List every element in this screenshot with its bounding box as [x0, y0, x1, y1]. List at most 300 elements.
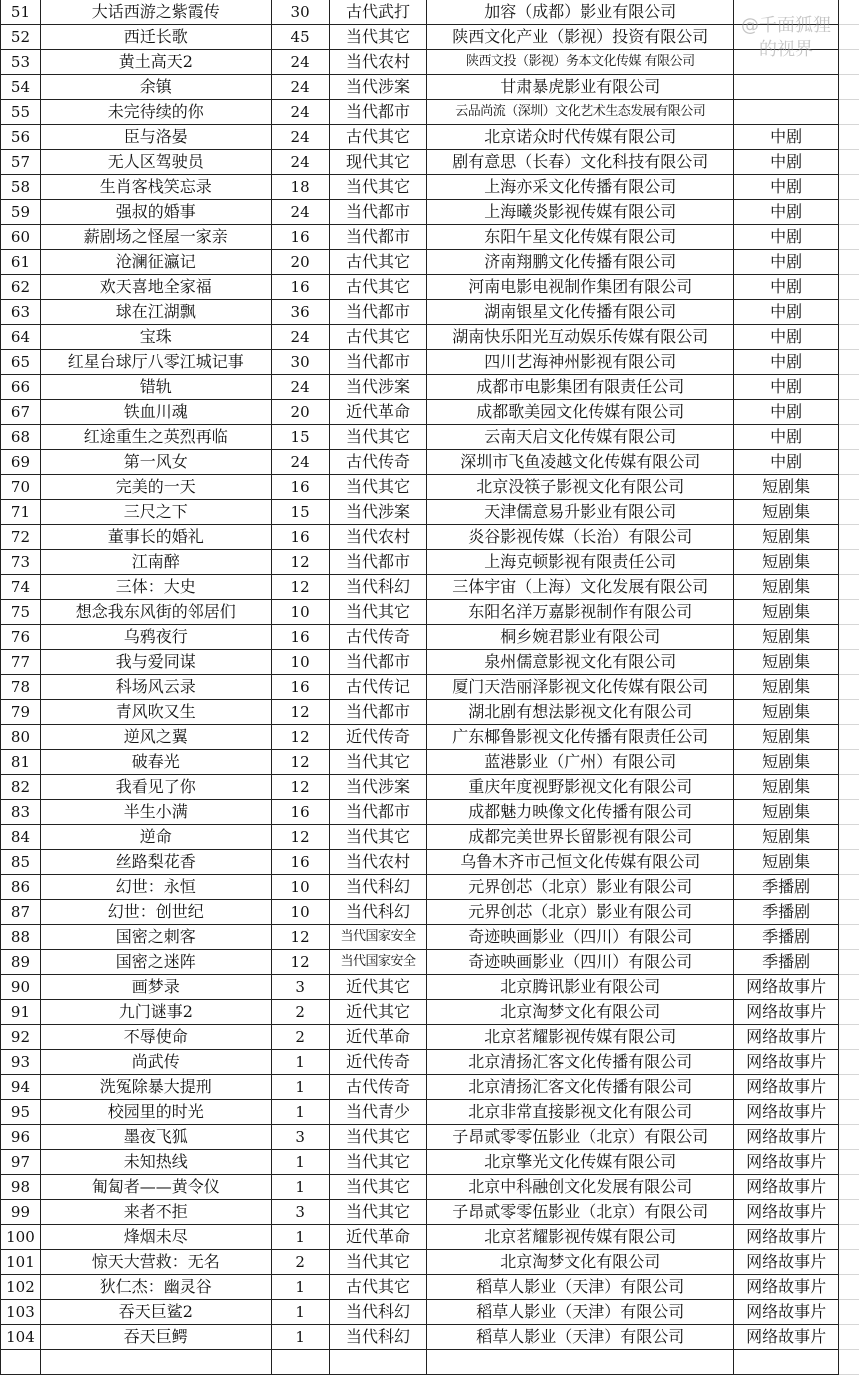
type-cell[interactable]: 网络故事片 — [734, 1175, 839, 1200]
genre-cell[interactable]: 古代其它 — [329, 125, 427, 150]
company-cell[interactable]: 剧有意思（长春）文化科技有限公司 — [427, 150, 734, 175]
type-cell[interactable]: 网络故事片 — [734, 1200, 839, 1225]
episodes-cell[interactable]: 10 — [271, 600, 329, 625]
genre-cell[interactable]: 古代传记 — [329, 675, 427, 700]
title-cell[interactable]: 想念我东风街的邻居们 — [40, 600, 271, 625]
empty-cell[interactable] — [839, 400, 859, 425]
type-cell[interactable]: 季播剧 — [734, 925, 839, 950]
genre-cell[interactable]: 当代其它 — [329, 1250, 427, 1275]
row-number[interactable]: 55 — [1, 100, 41, 125]
type-cell[interactable]: 网络故事片 — [734, 975, 839, 1000]
episodes-cell[interactable]: 2 — [271, 1025, 329, 1050]
company-cell[interactable]: 陕西文投（影视）务本文化传媒 有限公司 — [427, 50, 734, 75]
empty-cell[interactable] — [839, 1125, 859, 1150]
genre-cell[interactable]: 近代传奇 — [329, 725, 427, 750]
company-cell[interactable]: 成都完美世界长留影视有限公司 — [427, 825, 734, 850]
genre-cell[interactable]: 当代其它 — [329, 1125, 427, 1150]
empty-cell[interactable] — [839, 750, 859, 775]
type-cell[interactable]: 网络故事片 — [734, 1325, 839, 1350]
title-cell[interactable]: 宝珠 — [40, 325, 271, 350]
episodes-cell[interactable]: 12 — [271, 725, 329, 750]
genre-cell[interactable]: 当代科幻 — [329, 1300, 427, 1325]
company-cell[interactable]: 广东椰鲁影视文化传播有限责任公司 — [427, 725, 734, 750]
genre-cell[interactable]: 当代其它 — [329, 475, 427, 500]
genre-cell[interactable]: 古代传奇 — [329, 1075, 427, 1100]
row-number[interactable]: 83 — [1, 800, 41, 825]
genre-cell[interactable]: 当代涉案 — [329, 375, 427, 400]
type-cell[interactable]: 网络故事片 — [734, 1025, 839, 1050]
genre-cell[interactable]: 当代其它 — [329, 25, 427, 50]
episodes-cell[interactable]: 24 — [271, 150, 329, 175]
genre-cell[interactable]: 当代科幻 — [329, 575, 427, 600]
episodes-cell[interactable]: 16 — [271, 800, 329, 825]
genre-cell[interactable]: 当代都市 — [329, 800, 427, 825]
episodes-cell[interactable]: 45 — [271, 25, 329, 50]
type-cell[interactable]: 短剧集 — [734, 600, 839, 625]
episodes-cell[interactable]: 20 — [271, 400, 329, 425]
title-cell[interactable]: 青风吹又生 — [40, 700, 271, 725]
empty-cell[interactable] — [839, 875, 859, 900]
title-cell[interactable]: 校园里的时光 — [40, 1100, 271, 1125]
company-cell[interactable]: 北京清扬汇客文化传播有限公司 — [427, 1050, 734, 1075]
genre-cell[interactable]: 古代其它 — [329, 325, 427, 350]
title-cell[interactable]: 红星台球厅八零江城记事 — [40, 350, 271, 375]
empty-cell[interactable] — [839, 425, 859, 450]
episodes-cell[interactable]: 12 — [271, 700, 329, 725]
genre-cell[interactable]: 当代涉案 — [329, 500, 427, 525]
company-cell[interactable]: 河南电影电视制作集团有限公司 — [427, 275, 734, 300]
empty-cell[interactable] — [839, 650, 859, 675]
genre-cell[interactable]: 当代其它 — [329, 825, 427, 850]
empty-cell[interactable] — [839, 100, 859, 125]
row-number[interactable]: 68 — [1, 425, 41, 450]
episodes-cell[interactable]: 3 — [271, 1200, 329, 1225]
title-cell[interactable]: 惊天大营救：无名 — [40, 1250, 271, 1275]
title-cell[interactable]: 黄土高天2 — [40, 50, 271, 75]
company-cell[interactable]: 北京擎光文化传媒有限公司 — [427, 1150, 734, 1175]
title-cell[interactable]: 未知热线 — [40, 1150, 271, 1175]
episodes-cell[interactable]: 15 — [271, 425, 329, 450]
title-cell[interactable]: 丝路梨花香 — [40, 850, 271, 875]
genre-cell[interactable]: 当代其它 — [329, 425, 427, 450]
episodes-cell[interactable]: 24 — [271, 325, 329, 350]
empty-cell[interactable] — [839, 200, 859, 225]
row-number[interactable]: 84 — [1, 825, 41, 850]
episodes-cell[interactable]: 24 — [271, 375, 329, 400]
type-cell[interactable]: 短剧集 — [734, 850, 839, 875]
company-cell[interactable]: 乌鲁木齐市己恒文化传媒有限公司 — [427, 850, 734, 875]
row-number[interactable]: 80 — [1, 725, 41, 750]
company-cell[interactable]: 湖南快乐阳光互动娱乐传媒有限公司 — [427, 325, 734, 350]
title-cell[interactable]: 铁血川魂 — [40, 400, 271, 425]
type-cell[interactable]: 中剧 — [734, 450, 839, 475]
row-number[interactable]: 69 — [1, 450, 41, 475]
title-cell[interactable]: 国密之迷阵 — [40, 950, 271, 975]
title-cell[interactable]: 不辱使命 — [40, 1025, 271, 1050]
type-cell[interactable]: 网络故事片 — [734, 1225, 839, 1250]
genre-cell[interactable]: 当代其它 — [329, 1200, 427, 1225]
row-number[interactable]: 62 — [1, 275, 41, 300]
empty-cell[interactable] — [1, 1350, 41, 1375]
genre-cell[interactable]: 当代都市 — [329, 550, 427, 575]
genre-cell[interactable]: 当代其它 — [329, 175, 427, 200]
row-number[interactable]: 71 — [1, 500, 41, 525]
title-cell[interactable]: 大话西游之紫霞传 — [40, 0, 271, 25]
type-cell[interactable]: 网络故事片 — [734, 1050, 839, 1075]
company-cell[interactable]: 子昂贰零零伍影业（北京）有限公司 — [427, 1125, 734, 1150]
row-number[interactable]: 63 — [1, 300, 41, 325]
episodes-cell[interactable]: 16 — [271, 525, 329, 550]
title-cell[interactable]: 画梦录 — [40, 975, 271, 1000]
episodes-cell[interactable]: 12 — [271, 775, 329, 800]
genre-cell[interactable]: 当代其它 — [329, 1150, 427, 1175]
empty-cell[interactable] — [839, 925, 859, 950]
empty-cell[interactable] — [839, 600, 859, 625]
title-cell[interactable]: 无人区驾驶员 — [40, 150, 271, 175]
episodes-cell[interactable]: 2 — [271, 1000, 329, 1025]
empty-cell[interactable] — [839, 375, 859, 400]
company-cell[interactable]: 上海克顿影视有限责任公司 — [427, 550, 734, 575]
type-cell[interactable]: 中剧 — [734, 375, 839, 400]
empty-cell[interactable] — [839, 1000, 859, 1025]
type-cell[interactable]: 短剧集 — [734, 750, 839, 775]
type-cell[interactable]: 中剧 — [734, 350, 839, 375]
company-cell[interactable]: 东阳名洋万嘉影视制作有限公司 — [427, 600, 734, 625]
episodes-cell[interactable]: 24 — [271, 100, 329, 125]
episodes-cell[interactable]: 36 — [271, 300, 329, 325]
empty-cell[interactable] — [839, 50, 859, 75]
episodes-cell[interactable]: 12 — [271, 550, 329, 575]
episodes-cell[interactable]: 16 — [271, 850, 329, 875]
genre-cell[interactable]: 当代青少 — [329, 1100, 427, 1125]
title-cell[interactable]: 三体：大史 — [40, 575, 271, 600]
company-cell[interactable]: 加容（成都）影业有限公司 — [427, 0, 734, 25]
company-cell[interactable]: 北京淘梦文化有限公司 — [427, 1250, 734, 1275]
type-cell[interactable]: 网络故事片 — [734, 1075, 839, 1100]
type-cell[interactable]: 季播剧 — [734, 900, 839, 925]
row-number[interactable]: 98 — [1, 1175, 41, 1200]
type-cell[interactable]: 中剧 — [734, 125, 839, 150]
type-cell[interactable]: 中剧 — [734, 300, 839, 325]
company-cell[interactable]: 炎谷影视传媒（长治）有限公司 — [427, 525, 734, 550]
empty-cell[interactable] — [839, 1225, 859, 1250]
episodes-cell[interactable]: 16 — [271, 675, 329, 700]
company-cell[interactable]: 三体宇宙（上海）文化发展有限公司 — [427, 575, 734, 600]
empty-cell[interactable] — [839, 1150, 859, 1175]
company-cell[interactable]: 奇迹映画影业（四川）有限公司 — [427, 950, 734, 975]
episodes-cell[interactable]: 12 — [271, 575, 329, 600]
row-number[interactable]: 102 — [1, 1275, 41, 1300]
company-cell[interactable]: 元界创芯（北京）影业有限公司 — [427, 900, 734, 925]
episodes-cell[interactable]: 16 — [271, 225, 329, 250]
empty-cell[interactable] — [839, 775, 859, 800]
type-cell[interactable]: 短剧集 — [734, 775, 839, 800]
empty-cell[interactable] — [839, 1200, 859, 1225]
episodes-cell[interactable]: 16 — [271, 275, 329, 300]
type-cell[interactable]: 短剧集 — [734, 800, 839, 825]
row-number[interactable]: 57 — [1, 150, 41, 175]
empty-cell[interactable] — [839, 550, 859, 575]
row-number[interactable]: 65 — [1, 350, 41, 375]
episodes-cell[interactable]: 18 — [271, 175, 329, 200]
company-cell[interactable]: 泉州儒意影视文化有限公司 — [427, 650, 734, 675]
episodes-cell[interactable]: 30 — [271, 350, 329, 375]
company-cell[interactable]: 陕西文化产业（影视）投资有限公司 — [427, 25, 734, 50]
empty-cell[interactable] — [839, 75, 859, 100]
episodes-cell[interactable]: 16 — [271, 475, 329, 500]
title-cell[interactable]: 薪剧场之怪屋一家亲 — [40, 225, 271, 250]
empty-cell[interactable] — [839, 575, 859, 600]
company-cell[interactable]: 成都歌美园文化传媒有限公司 — [427, 400, 734, 425]
genre-cell[interactable]: 古代其它 — [329, 250, 427, 275]
title-cell[interactable]: 欢天喜地全家福 — [40, 275, 271, 300]
type-cell[interactable]: 网络故事片 — [734, 1000, 839, 1025]
title-cell[interactable]: 红途重生之英烈再临 — [40, 425, 271, 450]
company-cell[interactable]: 稻草人影业（天津）有限公司 — [427, 1275, 734, 1300]
company-cell[interactable]: 厦门天浩丽泽影视文化传媒有限公司 — [427, 675, 734, 700]
type-cell[interactable] — [734, 50, 839, 75]
genre-cell[interactable]: 当代涉案 — [329, 75, 427, 100]
company-cell[interactable]: 济南翔鹏文化传播有限公司 — [427, 250, 734, 275]
type-cell[interactable]: 短剧集 — [734, 725, 839, 750]
title-cell[interactable]: 吞天巨鳄 — [40, 1325, 271, 1350]
genre-cell[interactable]: 当代农村 — [329, 850, 427, 875]
type-cell[interactable]: 短剧集 — [734, 525, 839, 550]
empty-cell[interactable] — [839, 325, 859, 350]
title-cell[interactable]: 江南醉 — [40, 550, 271, 575]
title-cell[interactable]: 逆风之翼 — [40, 725, 271, 750]
type-cell[interactable]: 短剧集 — [734, 550, 839, 575]
type-cell[interactable]: 季播剧 — [734, 875, 839, 900]
genre-cell[interactable]: 近代革命 — [329, 1025, 427, 1050]
title-cell[interactable]: 球在江湖飘 — [40, 300, 271, 325]
type-cell[interactable] — [734, 25, 839, 50]
episodes-cell[interactable]: 30 — [271, 0, 329, 25]
company-cell[interactable]: 子昂贰零零伍影业（北京）有限公司 — [427, 1200, 734, 1225]
episodes-cell[interactable]: 2 — [271, 1250, 329, 1275]
empty-cell[interactable] — [839, 625, 859, 650]
title-cell[interactable]: 墨夜飞狐 — [40, 1125, 271, 1150]
type-cell[interactable]: 短剧集 — [734, 625, 839, 650]
episodes-cell[interactable]: 10 — [271, 650, 329, 675]
row-number[interactable]: 88 — [1, 925, 41, 950]
row-number[interactable]: 89 — [1, 950, 41, 975]
type-cell[interactable]: 中剧 — [734, 325, 839, 350]
genre-cell[interactable]: 当代都市 — [329, 350, 427, 375]
empty-cell[interactable] — [839, 975, 859, 1000]
genre-cell[interactable]: 古代传奇 — [329, 625, 427, 650]
row-number[interactable]: 78 — [1, 675, 41, 700]
empty-cell[interactable] — [40, 1350, 271, 1375]
row-number[interactable]: 75 — [1, 600, 41, 625]
genre-cell[interactable]: 近代革命 — [329, 1225, 427, 1250]
row-number[interactable]: 101 — [1, 1250, 41, 1275]
title-cell[interactable]: 我与爱同谋 — [40, 650, 271, 675]
type-cell[interactable] — [734, 0, 839, 25]
episodes-cell[interactable]: 1 — [271, 1325, 329, 1350]
empty-cell[interactable] — [734, 1350, 839, 1375]
genre-cell[interactable]: 当代科幻 — [329, 900, 427, 925]
company-cell[interactable]: 稻草人影业（天津）有限公司 — [427, 1300, 734, 1325]
empty-cell[interactable] — [839, 800, 859, 825]
episodes-cell[interactable]: 15 — [271, 500, 329, 525]
row-number[interactable]: 87 — [1, 900, 41, 925]
empty-cell[interactable] — [329, 1350, 427, 1375]
empty-cell[interactable] — [839, 450, 859, 475]
title-cell[interactable]: 烽烟未尽 — [40, 1225, 271, 1250]
empty-cell[interactable] — [839, 475, 859, 500]
type-cell[interactable]: 短剧集 — [734, 500, 839, 525]
episodes-cell[interactable]: 1 — [271, 1050, 329, 1075]
company-cell[interactable]: 天津儒意易升影业有限公司 — [427, 500, 734, 525]
empty-cell[interactable] — [839, 300, 859, 325]
type-cell[interactable]: 网络故事片 — [734, 1100, 839, 1125]
genre-cell[interactable]: 古代其它 — [329, 275, 427, 300]
genre-cell[interactable]: 近代传奇 — [329, 1050, 427, 1075]
empty-cell[interactable] — [839, 525, 859, 550]
row-number[interactable]: 64 — [1, 325, 41, 350]
title-cell[interactable]: 匍匐者——黄令仪 — [40, 1175, 271, 1200]
title-cell[interactable]: 生肖客栈笑忘录 — [40, 175, 271, 200]
row-number[interactable]: 92 — [1, 1025, 41, 1050]
empty-cell[interactable] — [839, 25, 859, 50]
title-cell[interactable]: 未完待续的你 — [40, 100, 271, 125]
company-cell[interactable]: 稻草人影业（天津）有限公司 — [427, 1325, 734, 1350]
episodes-cell[interactable]: 1 — [271, 1225, 329, 1250]
company-cell[interactable]: 北京腾讯影业有限公司 — [427, 975, 734, 1000]
genre-cell[interactable]: 当代国家安全 — [329, 925, 427, 950]
company-cell[interactable]: 成都魅力映像文化传播有限公司 — [427, 800, 734, 825]
type-cell[interactable]: 中剧 — [734, 425, 839, 450]
row-number[interactable]: 91 — [1, 1000, 41, 1025]
empty-cell[interactable] — [839, 850, 859, 875]
title-cell[interactable]: 完美的一天 — [40, 475, 271, 500]
episodes-cell[interactable]: 20 — [271, 250, 329, 275]
company-cell[interactable]: 北京非常直接影视文化有限公司 — [427, 1100, 734, 1125]
genre-cell[interactable]: 古代武打 — [329, 0, 427, 25]
row-number[interactable]: 52 — [1, 25, 41, 50]
genre-cell[interactable]: 当代都市 — [329, 650, 427, 675]
empty-cell[interactable] — [839, 1175, 859, 1200]
genre-cell[interactable]: 当代都市 — [329, 225, 427, 250]
title-cell[interactable]: 尚武传 — [40, 1050, 271, 1075]
episodes-cell[interactable]: 1 — [271, 1100, 329, 1125]
episodes-cell[interactable]: 1 — [271, 1075, 329, 1100]
empty-cell[interactable] — [839, 1100, 859, 1125]
episodes-cell[interactable]: 24 — [271, 75, 329, 100]
genre-cell[interactable]: 当代科幻 — [329, 875, 427, 900]
empty-cell[interactable] — [839, 1075, 859, 1100]
company-cell[interactable]: 成都市电影集团有限责任公司 — [427, 375, 734, 400]
episodes-cell[interactable]: 24 — [271, 450, 329, 475]
company-cell[interactable]: 四川艺海神州影视有限公司 — [427, 350, 734, 375]
episodes-cell[interactable]: 24 — [271, 50, 329, 75]
empty-cell[interactable] — [839, 1350, 859, 1375]
type-cell[interactable]: 中剧 — [734, 275, 839, 300]
title-cell[interactable]: 九门谜事2 — [40, 1000, 271, 1025]
row-number[interactable]: 90 — [1, 975, 41, 1000]
row-number[interactable]: 93 — [1, 1050, 41, 1075]
empty-cell[interactable] — [839, 225, 859, 250]
episodes-cell[interactable]: 3 — [271, 1125, 329, 1150]
genre-cell[interactable]: 现代其它 — [329, 150, 427, 175]
title-cell[interactable]: 来者不拒 — [40, 1200, 271, 1225]
genre-cell[interactable]: 近代其它 — [329, 1000, 427, 1025]
empty-cell[interactable] — [839, 1300, 859, 1325]
episodes-cell[interactable]: 10 — [271, 875, 329, 900]
genre-cell[interactable]: 当代其它 — [329, 600, 427, 625]
type-cell[interactable]: 短剧集 — [734, 650, 839, 675]
genre-cell[interactable]: 当代其它 — [329, 1175, 427, 1200]
empty-cell[interactable] — [839, 825, 859, 850]
genre-cell[interactable]: 当代都市 — [329, 100, 427, 125]
episodes-cell[interactable]: 1 — [271, 1150, 329, 1175]
empty-cell[interactable] — [839, 0, 859, 25]
row-number[interactable]: 86 — [1, 875, 41, 900]
company-cell[interactable]: 北京茗耀影视传媒有限公司 — [427, 1225, 734, 1250]
genre-cell[interactable]: 当代科幻 — [329, 1325, 427, 1350]
genre-cell[interactable]: 当代农村 — [329, 525, 427, 550]
empty-cell[interactable] — [839, 350, 859, 375]
type-cell[interactable]: 短剧集 — [734, 700, 839, 725]
company-cell[interactable]: 北京淘梦文化有限公司 — [427, 1000, 734, 1025]
type-cell[interactable]: 网络故事片 — [734, 1150, 839, 1175]
row-number[interactable]: 61 — [1, 250, 41, 275]
company-cell[interactable]: 北京清扬汇客文化传播有限公司 — [427, 1075, 734, 1100]
title-cell[interactable]: 错轨 — [40, 375, 271, 400]
title-cell[interactable]: 西迁长歌 — [40, 25, 271, 50]
title-cell[interactable]: 破春光 — [40, 750, 271, 775]
episodes-cell[interactable]: 12 — [271, 750, 329, 775]
row-number[interactable]: 70 — [1, 475, 41, 500]
genre-cell[interactable]: 古代传奇 — [329, 450, 427, 475]
row-number[interactable]: 94 — [1, 1075, 41, 1100]
row-number[interactable]: 85 — [1, 850, 41, 875]
episodes-cell[interactable]: 24 — [271, 200, 329, 225]
genre-cell[interactable]: 当代都市 — [329, 700, 427, 725]
title-cell[interactable]: 吞天巨鲨2 — [40, 1300, 271, 1325]
genre-cell[interactable]: 当代农村 — [329, 50, 427, 75]
title-cell[interactable]: 科场风云录 — [40, 675, 271, 700]
row-number[interactable]: 99 — [1, 1200, 41, 1225]
empty-cell[interactable] — [839, 700, 859, 725]
genre-cell[interactable]: 古代其它 — [329, 1275, 427, 1300]
row-number[interactable]: 95 — [1, 1100, 41, 1125]
type-cell[interactable]: 中剧 — [734, 150, 839, 175]
empty-cell[interactable] — [839, 150, 859, 175]
episodes-cell[interactable]: 1 — [271, 1275, 329, 1300]
row-number[interactable]: 56 — [1, 125, 41, 150]
empty-cell[interactable] — [839, 1275, 859, 1300]
episodes-cell[interactable]: 12 — [271, 925, 329, 950]
company-cell[interactable]: 云南天启文化传媒有限公司 — [427, 425, 734, 450]
empty-cell[interactable] — [427, 1350, 734, 1375]
title-cell[interactable]: 逆命 — [40, 825, 271, 850]
type-cell[interactable]: 网络故事片 — [734, 1300, 839, 1325]
type-cell[interactable]: 中剧 — [734, 200, 839, 225]
title-cell[interactable]: 国密之刺客 — [40, 925, 271, 950]
genre-cell[interactable]: 当代其它 — [329, 750, 427, 775]
episodes-cell[interactable]: 24 — [271, 125, 329, 150]
title-cell[interactable]: 三尺之下 — [40, 500, 271, 525]
episodes-cell[interactable]: 10 — [271, 900, 329, 925]
row-number[interactable]: 51 — [1, 0, 41, 25]
title-cell[interactable]: 乌鸦夜行 — [40, 625, 271, 650]
title-cell[interactable]: 幻世：永恒 — [40, 875, 271, 900]
company-cell[interactable]: 湖北剧有想法影视文化有限公司 — [427, 700, 734, 725]
row-number[interactable]: 79 — [1, 700, 41, 725]
row-number[interactable]: 82 — [1, 775, 41, 800]
